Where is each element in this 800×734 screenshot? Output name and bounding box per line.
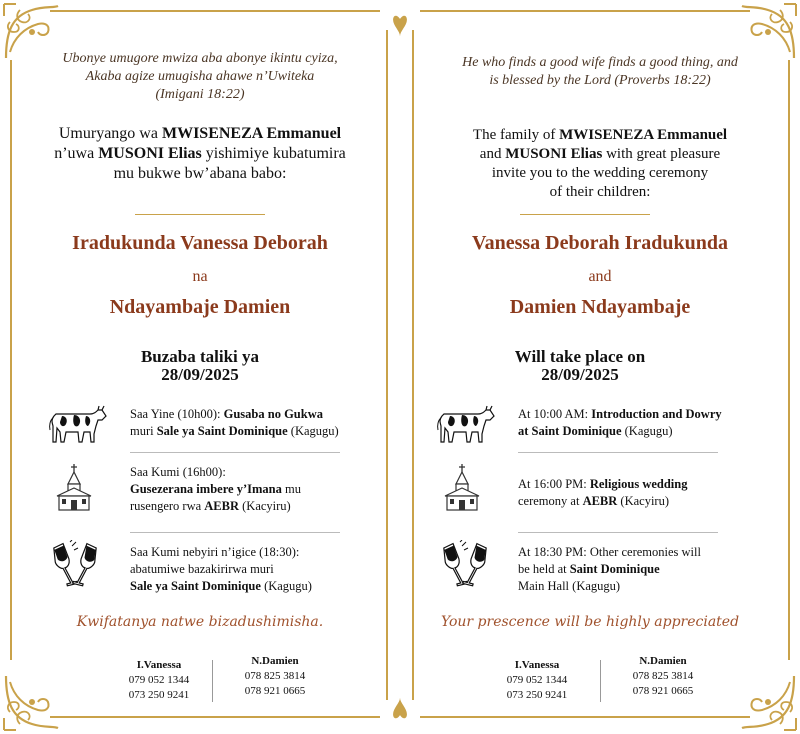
conjunction: na [192, 268, 208, 285]
invitation-intro: Umuryango wa MWISENEZA Emmanuel n’uwa MUSONI Elias yishimiye kubatumira mu bukwe bw’abana babo: [54, 125, 346, 182]
corner-ornament-icon [738, 672, 798, 732]
contact-name: I.Vanessa [514, 659, 560, 671]
groom-name: Ndayambaje Damien [109, 296, 291, 318]
event-item: Saa Yine (10h00): Gusaba no Gukwa muri Sale ya Saint Dominique (Kagugu) [130, 407, 339, 438]
frame-top-border [420, 10, 750, 12]
frame-left-border [10, 60, 12, 660]
contact-name: N.Damien [251, 655, 299, 667]
father-name: MUSONI Elias [98, 145, 202, 162]
event-separator [130, 452, 340, 453]
contact-card [482, 658, 592, 703]
contact-name: I.Vanessa [136, 659, 182, 671]
bride-name: Iradukunda Vanessa Deborah [72, 232, 328, 254]
event-item: Saa Kumi (16h00): Gusezerana imbere y’Imana mu rusengero rwa AEBR (Kacyiru) [130, 465, 301, 513]
frame-left-border [412, 30, 414, 700]
contact-card [220, 654, 330, 699]
gold-divider [520, 214, 650, 215]
verse-line: is blessed by the Lord (Proverbs 18:22) [489, 73, 711, 88]
contact-card [104, 658, 214, 703]
contact-phone: 078 825 3814 [244, 670, 306, 682]
frame-right-border [386, 30, 388, 700]
contact-phone: 073 250 9241 [128, 689, 190, 701]
cow-icon [436, 404, 496, 444]
event-item: At 16:00 PM: Religious wedding ceremony at AEBR (Kacyiru) [518, 477, 688, 508]
date-label: Buzaba taliki ya [140, 347, 260, 366]
father-name: MWISENEZA Emmanuel [559, 127, 728, 143]
frame-bottom-border [420, 716, 750, 718]
contact-phone: 079 052 1344 [128, 674, 190, 686]
date-label: Will take place on [514, 347, 646, 366]
champagne-glasses-icon [440, 540, 490, 590]
frame-bottom-border [50, 716, 380, 718]
frame-top-border [50, 10, 380, 12]
corner-ornament-icon [2, 672, 62, 732]
cow-icon [48, 404, 108, 444]
verse-line: Ubonye umugore mwiza aba abonye ikintu cyiza, [62, 51, 338, 66]
father-name: MWISENEZA Emmanuel [161, 125, 342, 142]
verse-line: He who finds a good wife finds a good thing, and [462, 55, 738, 70]
event-item: At 10:00 AM: Introduction and Dowry at Saint Dominique (Kagugu) [518, 407, 722, 438]
contact-phone: 078 825 3814 [632, 670, 694, 682]
contact-phone: 078 921 0665 [244, 685, 306, 697]
verse-line: Akaba agize umugisha ahawe n’Uwiteka [85, 69, 315, 84]
event-date: 28/09/2025 [541, 365, 619, 384]
closing-note: Kwifatanya natwe bizadushimisha. [76, 614, 324, 630]
event-separator [518, 532, 718, 533]
date-block [80, 348, 320, 384]
contact-divider [600, 660, 601, 702]
contact-phone: 078 921 0665 [632, 685, 694, 697]
event-date: 28/09/2025 [161, 365, 239, 384]
closing-note: Your prescence will be highly appreciated [440, 614, 740, 630]
invitation-card-english [400, 0, 800, 734]
father-name: MUSONI Elias [505, 146, 603, 162]
bible-verse [440, 54, 760, 90]
contact-divider [212, 660, 213, 702]
bible-verse [40, 50, 360, 104]
groom-name: Damien Ndayambaje [509, 296, 691, 318]
verse-line: (Imigani 18:22) [155, 87, 245, 102]
conjunction: and [588, 268, 612, 285]
frame-right-border [788, 60, 790, 660]
date-block [460, 348, 700, 384]
gold-divider [135, 214, 265, 215]
event-item: At 18:30 PM: Other ceremonies will be held at Saint Dominique Main Hall (Kagugu) [518, 545, 701, 593]
bride-name: Vanessa Deborah Iradukunda [471, 232, 728, 254]
invitation-intro: The family of MWISENEZA Emmanuel and MUSONI Elias with great pleasure invite you to the wedding ceremony of their children: [472, 127, 728, 200]
contact-card [608, 654, 718, 699]
contact-name: N.Damien [639, 655, 687, 667]
event-item: Saa Kumi nebyiri n’igice (18:30): abatumiwe bazakirirwa muri Sale ya Saint Dominique (Kagugu) [130, 545, 312, 593]
church-icon [442, 462, 482, 512]
event-separator [518, 452, 718, 453]
contact-phone: 079 052 1344 [506, 674, 568, 686]
event-separator [130, 532, 340, 533]
contact-phone: 073 250 9241 [506, 689, 568, 701]
champagne-glasses-icon [50, 540, 100, 590]
corner-ornament-icon [738, 2, 798, 62]
church-icon [54, 462, 94, 512]
